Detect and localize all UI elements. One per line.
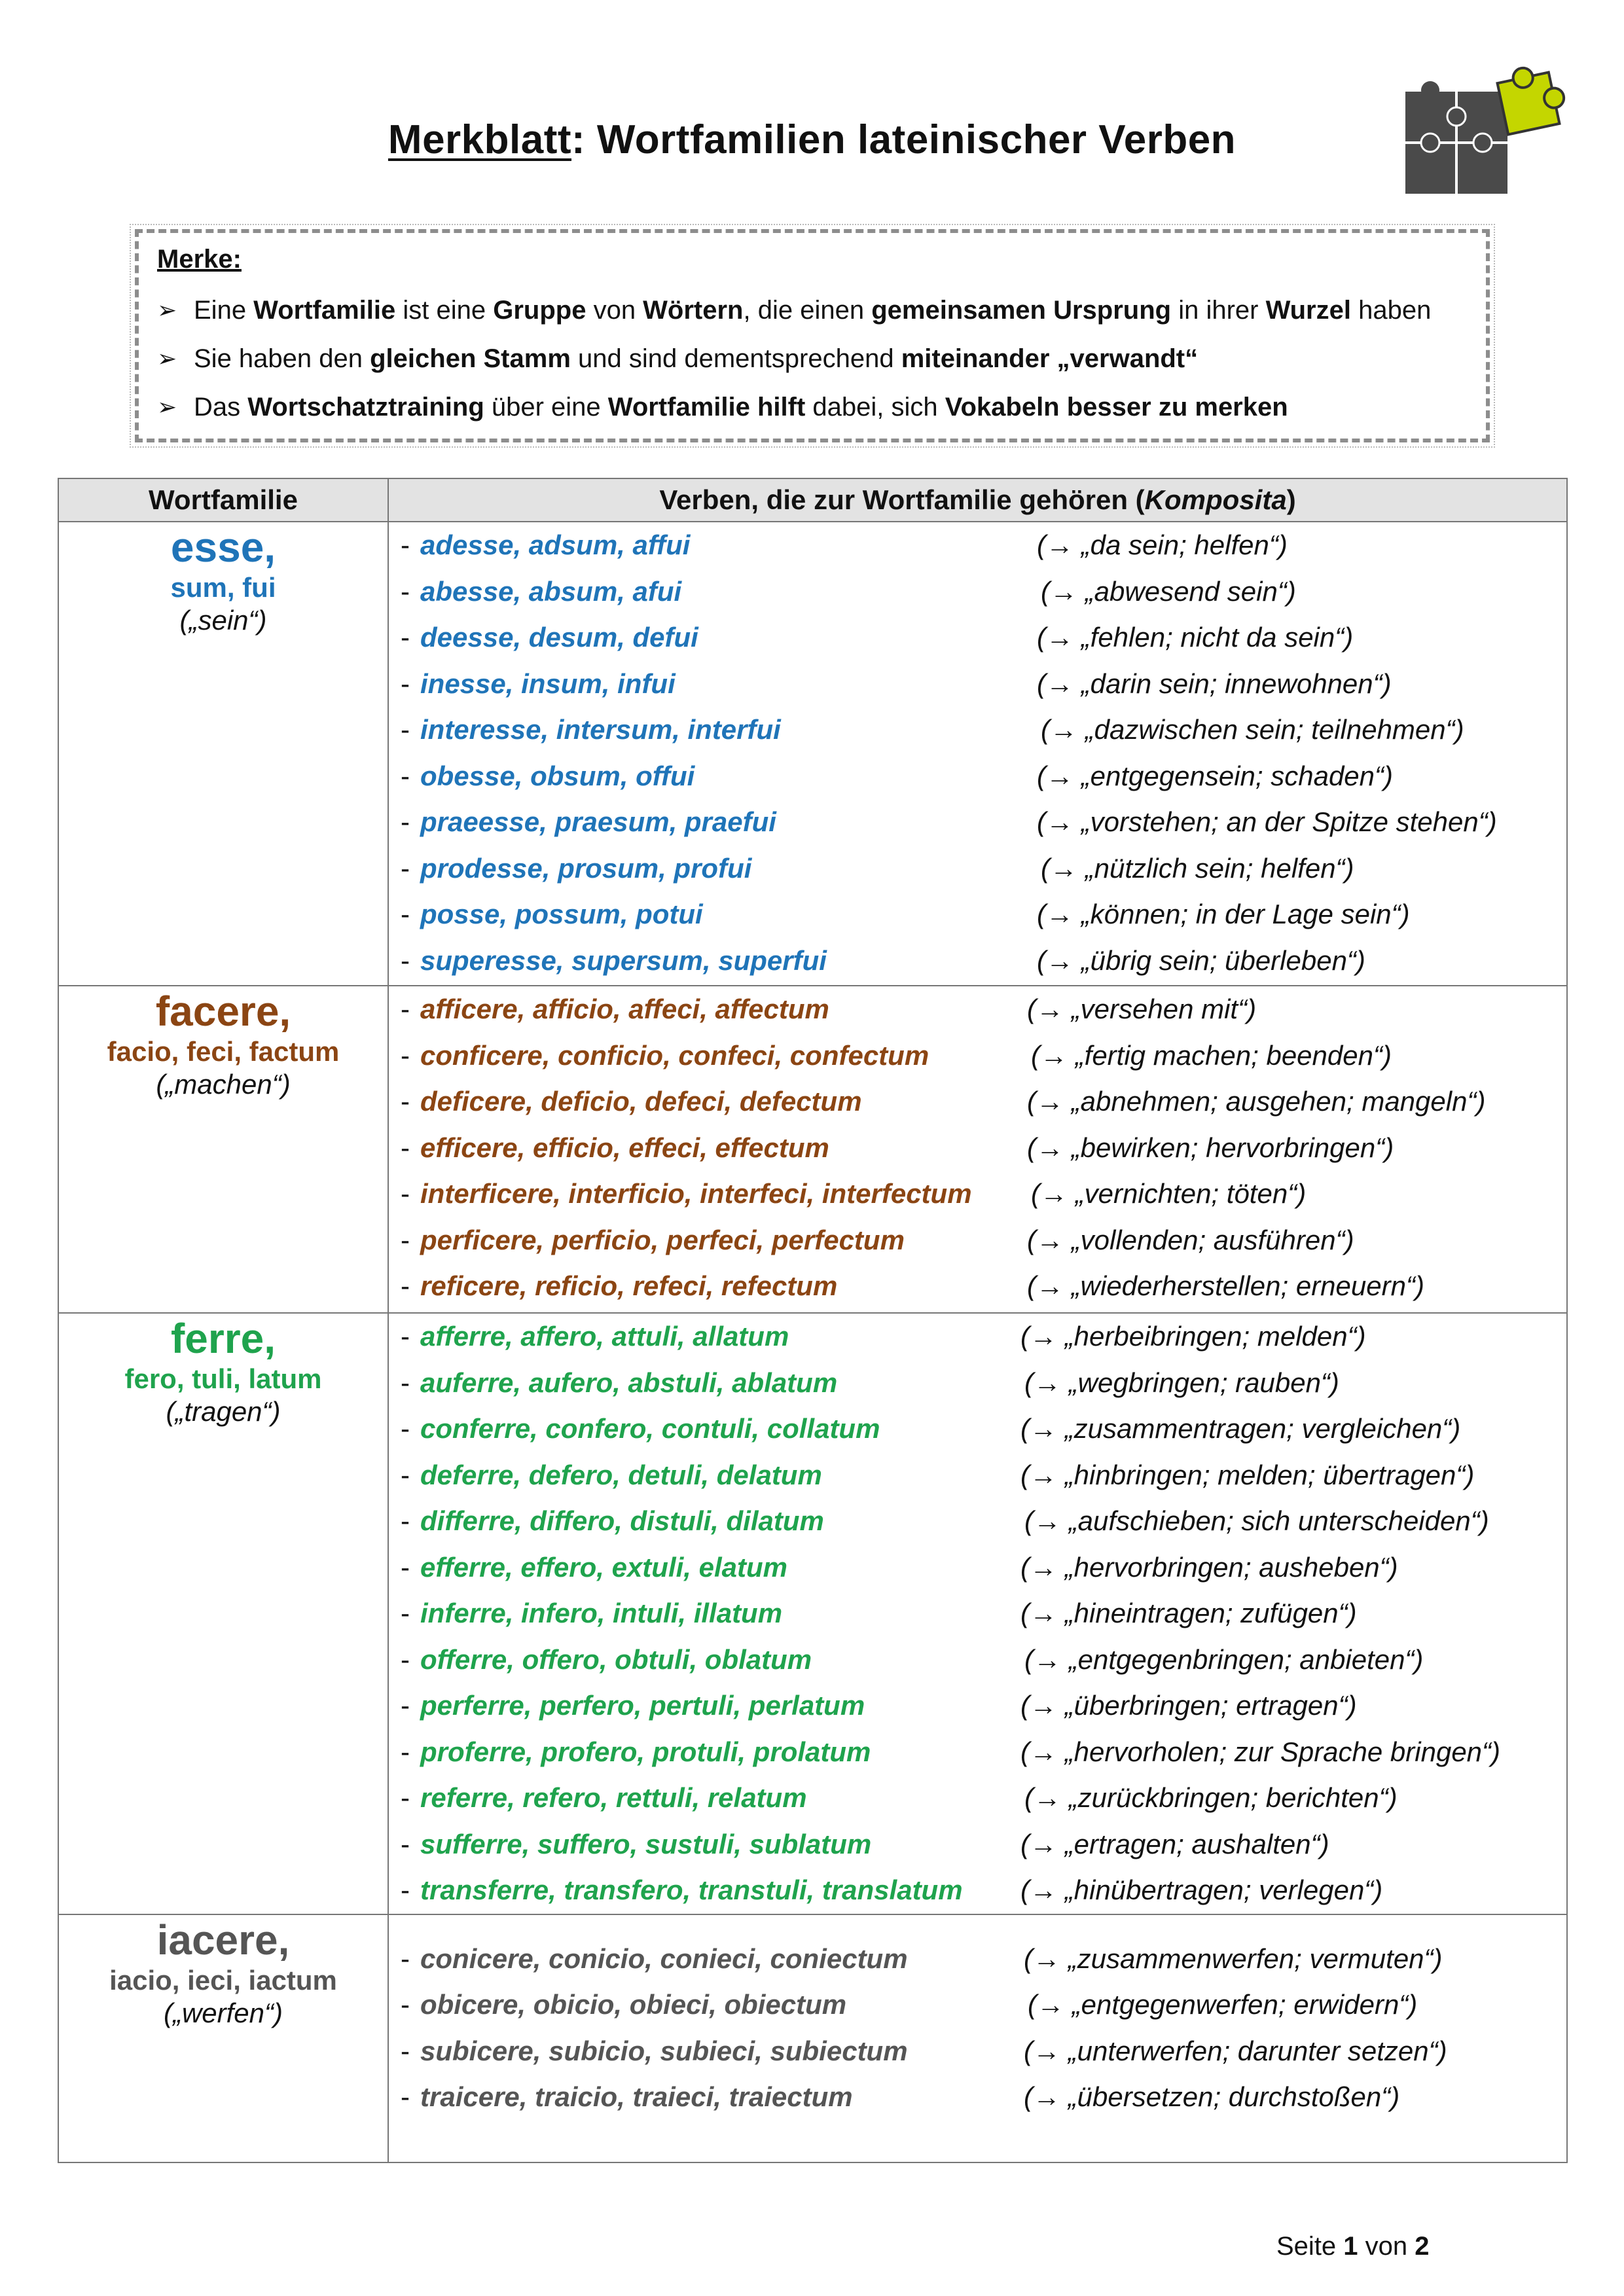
verbs-cell <box>388 1313 1567 1914</box>
verb-row: - traicere, traicio, traieci, traiectum (→ „übersetzen; durchstoßen“) <box>401 2081 1400 2113</box>
verb-latin: obesse, obsum, offui <box>420 760 695 791</box>
verb-row: - afferre, affero, attuli, allatum (→ „herbeibringen; melden“) <box>401 1321 1366 1352</box>
family-row <box>58 522 1567 986</box>
header-wortfamilie: Wortfamilie <box>58 478 388 522</box>
merke-bullet: ➢ Sie haben den gleichen Stamm und sind dementsprechend miteinander „verwandt“ <box>157 334 1468 383</box>
verb-row: - obesse, obsum, offui (→ „entgegensein; schaden“) <box>401 760 1393 791</box>
arrow-right-icon: → <box>1046 622 1074 653</box>
verb-row: - interesse, intersum, interfui (→ „dazwischen sein; teilnehmen“) <box>401 714 1464 745</box>
verb-row: - adesse, adsum, affui (→ „da sein; helfen“) <box>401 529 1288 561</box>
verb-latin: adesse, adsum, affui <box>420 529 691 561</box>
arrow-right-icon: → <box>1050 714 1077 745</box>
arrow-right-icon: → <box>1033 1943 1060 1974</box>
verbs-cell <box>388 986 1567 1313</box>
arrow-right-icon: → <box>1040 1178 1068 1210</box>
arrow-right-icon: → <box>1030 1551 1057 1583</box>
arrow-right-icon: → <box>1030 1459 1057 1490</box>
arrow-right-icon: → <box>1036 1224 1064 1255</box>
verb-meaning: (→ „aufschieben; sich unterscheiden“) <box>1024 1505 1489 1537</box>
verb-row: - inesse, insum, infui (→ „darin sein; innewohnen“) <box>401 668 1392 699</box>
verb-meaning: (→ „vollenden; ausführen“) <box>1027 1224 1354 1255</box>
verb-meaning: (→ „dazwischen sein; teilnehmen“) <box>1041 714 1464 745</box>
title-underlined: Merkblatt <box>388 117 572 162</box>
verb-row: - deferre, defero, detuli, delatum (→ „hinbringen; melden; übertragen“) <box>401 1459 1475 1490</box>
verb-meaning: (→ „abnehmen; ausgehen; mangeln“) <box>1027 1086 1486 1117</box>
merke-bullet: ➢ Das Wortschatztraining über eine Wortfamilie hilft dabei, sich Vokabeln besser zu merken <box>157 383 1468 431</box>
verb-meaning: (→ „darin sein; innewohnen“) <box>1037 668 1392 699</box>
verb-row: - sufferre, suffero, sustuli, sublatum (→ „ertragen; aushalten“) <box>401 1828 1329 1859</box>
verb-meaning: (→ „zusammenwerfen; vermuten“) <box>1024 1943 1443 1974</box>
verb-latin: praeesse, praesum, praefui <box>420 806 776 838</box>
family-infinitive: iacere, <box>156 1916 290 1964</box>
verb-row: - perferre, perfero, pertuli, perlatum (→ „überbringen; ertragen“) <box>401 1690 1357 1721</box>
verb-latin: conficere, conficio, confeci, confectum <box>420 1039 929 1071</box>
verb-meaning: (→ „abwesend sein“) <box>1041 575 1296 607</box>
merke-bullet: ➢ Eine Wortfamilie ist eine Gruppe von Wörtern, die einen gemeinsamen Ursprung in ihrer Wurzel haben <box>157 286 1468 334</box>
verb-row: - deficere, deficio, defeci, defectum (→ „abnehmen; ausgehen; mangeln“) <box>401 1086 1486 1117</box>
verbs-cell <box>388 522 1567 986</box>
arrowhead-bullet-icon: ➢ <box>157 296 177 323</box>
verb-meaning: (→ „vorstehen; an der Spitze stehen“) <box>1037 806 1497 838</box>
verb-row: - conferre, confero, contuli, collatum (→ „zusammentragen; vergleichen“) <box>401 1413 1461 1444</box>
arrow-right-icon: → <box>1030 1413 1057 1444</box>
verb-meaning: (→ „können; in der Lage sein“) <box>1037 899 1410 930</box>
verb-meaning: (→ „übrig sein; überleben“) <box>1037 944 1365 976</box>
verb-row: - superesse, supersum, superfui (→ „übrig sein; überleben“) <box>401 944 1365 976</box>
arrow-right-icon: → <box>1046 760 1074 791</box>
verb-latin: deferre, defero, detuli, delatum <box>420 1459 822 1490</box>
verb-latin: interesse, intersum, interfui <box>420 714 781 745</box>
verb-meaning: (→ „da sein; helfen“) <box>1037 529 1288 561</box>
arrow-right-icon: → <box>1034 1367 1061 1398</box>
verb-row: - transferre, transfero, transtuli, translatum (→ „hinübertragen; verlegen“) <box>401 1874 1383 1906</box>
arrow-right-icon: → <box>1046 944 1074 976</box>
family-infinitive: esse, <box>170 524 276 571</box>
verb-meaning: (→ „wegbringen; rauben“) <box>1024 1367 1339 1398</box>
verb-meaning: (→ „überbringen; ertragen“) <box>1020 1690 1357 1721</box>
family-meaning: („tragen“) <box>166 1396 281 1427</box>
arrow-right-icon: → <box>1036 994 1064 1025</box>
verb-row: - deesse, desum, defui (→ „fehlen; nicht da sein“) <box>401 622 1354 653</box>
verb-latin: sufferre, suffero, sustuli, sublatum <box>420 1828 872 1859</box>
arrow-right-icon: → <box>1030 1690 1057 1721</box>
table-header-row <box>58 478 1567 522</box>
family-forms: sum, fui <box>170 572 276 603</box>
family-meaning: („sein“) <box>179 605 267 636</box>
family-cell <box>58 1914 388 2162</box>
header-verben: Verben, die zur Wortfamilie gehören (Komposita) <box>388 478 1567 522</box>
verb-meaning: (→ „hervorholen; zur Sprache bringen“) <box>1020 1736 1501 1767</box>
verb-meaning: (→ „hinbringen; melden; übertragen“) <box>1020 1459 1475 1490</box>
verb-row: - posse, possum, potui (→ „können; in der Lage sein“) <box>401 899 1410 930</box>
family-infinitive: ferre, <box>170 1315 276 1362</box>
merke-heading: Merke: <box>157 245 242 274</box>
arrow-right-icon: → <box>1037 1989 1064 2020</box>
arrow-right-icon: → <box>1050 575 1077 607</box>
verb-latin: deficere, deficio, defeci, defectum <box>420 1086 862 1117</box>
verb-latin: proferre, profero, protuli, prolatum <box>420 1736 871 1767</box>
arrow-right-icon: → <box>1030 1321 1057 1352</box>
verb-latin: referre, refero, rettuli, relatum <box>420 1782 807 1814</box>
family-meaning: („werfen“) <box>163 1997 283 2028</box>
verb-row: - praeesse, praesum, praefui (→ „vorstehen; an der Spitze stehen“) <box>401 806 1497 838</box>
verb-meaning: (→ „vernichten; töten“) <box>1031 1178 1307 1210</box>
verbs-cell <box>388 1914 1567 2162</box>
verb-latin: interficere, interficio, interfeci, interfectum <box>420 1178 972 1210</box>
verb-row: - offerre, offero, obtuli, oblatum (→ „entgegenbringen; anbieten“) <box>401 1643 1424 1675</box>
verb-row: - reficere, reficio, refeci, refectum (→ „wiederherstellen; erneuern“) <box>401 1270 1424 1302</box>
verb-meaning: (→ „ertragen; aushalten“) <box>1020 1828 1329 1859</box>
puzzle-icon <box>1398 51 1574 208</box>
family-infinitive: facere, <box>155 988 291 1035</box>
arrow-right-icon: → <box>1034 1782 1061 1814</box>
verb-latin: subicere, subicio, subieci, subiectum <box>420 2035 908 2066</box>
verb-latin: perferre, perfero, pertuli, perlatum <box>420 1690 865 1721</box>
verb-meaning: (→ „übersetzen; durchstoßen“) <box>1024 2081 1400 2113</box>
verb-latin: efficere, efficio, effeci, effectum <box>420 1132 829 1163</box>
verb-meaning: (→ „zurückbringen; berichten“) <box>1024 1782 1398 1814</box>
verb-meaning: (→ „unterwerfen; darunter setzen“) <box>1024 2035 1447 2066</box>
verb-latin: deesse, desum, defui <box>420 622 698 653</box>
verb-latin: efferre, effero, extuli, elatum <box>420 1551 787 1583</box>
verb-latin: traicere, traicio, traieci, traiectum <box>420 2081 853 2113</box>
verb-row: - conicere, conicio, conieci, coniectum (→ „zusammenwerfen; vermuten“) <box>401 1943 1443 1974</box>
verb-row: - perficere, perficio, perfeci, perfectum (→ „vollenden; ausführen“) <box>401 1224 1354 1255</box>
merke-bullet-list <box>157 286 1468 431</box>
arrowhead-bullet-icon: ➢ <box>157 393 177 420</box>
verb-meaning: (→ „nützlich sein; helfen“) <box>1041 852 1354 884</box>
verb-latin: reficere, reficio, refeci, refectum <box>420 1270 838 1302</box>
verb-latin: posse, possum, potui <box>420 899 703 930</box>
arrow-right-icon: → <box>1046 529 1074 561</box>
verb-latin: obicere, obicio, obieci, obiectum <box>420 1989 847 2020</box>
verb-latin: conferre, confero, contuli, collatum <box>420 1413 880 1444</box>
arrow-right-icon: → <box>1030 1874 1057 1906</box>
arrow-right-icon: → <box>1046 899 1074 930</box>
verb-latin: abesse, absum, afui <box>420 575 682 607</box>
verb-row: - referre, refero, rettuli, relatum (→ „zurückbringen; berichten“) <box>401 1782 1398 1814</box>
family-forms: iacio, ieci, iactum <box>109 1964 337 1996</box>
family-meaning: („machen“) <box>156 1069 291 1100</box>
verb-latin: transferre, transfero, transtuli, translatum <box>420 1874 963 1906</box>
family-row <box>58 1313 1567 1914</box>
arrow-right-icon: → <box>1030 1598 1057 1629</box>
verb-meaning: (→ „fehlen; nicht da sein“) <box>1037 622 1354 653</box>
verb-latin: prodesse, prosum, profui <box>420 852 752 884</box>
arrow-right-icon: → <box>1046 668 1074 699</box>
verb-meaning: (→ „hervorbringen; ausheben“) <box>1020 1551 1398 1583</box>
arrow-right-icon: → <box>1036 1132 1064 1163</box>
verb-latin: perficere, perficio, perfeci, perfectum <box>420 1224 905 1255</box>
arrow-right-icon: → <box>1050 852 1077 884</box>
verb-row: - interficere, interficio, interfeci, interfectum (→ „vernichten; töten“) <box>401 1178 1307 1210</box>
verb-row: - conficere, conficio, confeci, confectum (→ „fertig machen; beenden“) <box>401 1039 1392 1071</box>
verb-latin: offerre, offero, obtuli, oblatum <box>420 1643 812 1675</box>
verb-row: - efferre, effero, extuli, elatum (→ „hervorbringen; ausheben“) <box>401 1551 1398 1583</box>
arrow-right-icon: → <box>1036 1086 1064 1117</box>
family-cell <box>58 522 388 986</box>
arrow-right-icon: → <box>1030 1828 1057 1859</box>
verb-latin: inesse, insum, infui <box>420 668 676 699</box>
verb-row: - auferre, aufero, abstuli, ablatum (→ „wegbringen; rauben“) <box>401 1367 1339 1398</box>
family-forms: fero, tuli, latum <box>124 1363 322 1394</box>
verb-meaning: (→ „bewirken; hervorbringen“) <box>1027 1132 1394 1163</box>
verb-row: - prodesse, prosum, profui (→ „nützlich sein; helfen“) <box>401 852 1354 884</box>
arrow-right-icon: → <box>1030 1736 1057 1767</box>
family-cell <box>58 1313 388 1914</box>
verb-latin: auferre, aufero, abstuli, ablatum <box>420 1367 838 1398</box>
verb-latin: inferre, infero, intuli, illatum <box>420 1598 783 1629</box>
arrow-right-icon: → <box>1033 2035 1060 2066</box>
page-number: Seite 1 von 2 <box>1276 2232 1430 2261</box>
verb-row: - proferre, profero, protuli, prolatum (→ „hervorholen; zur Sprache bringen“) <box>401 1736 1501 1767</box>
arrow-right-icon: → <box>1040 1039 1068 1071</box>
verb-latin: afficere, afficio, affeci, affectum <box>420 994 829 1025</box>
verb-row: - afficere, afficio, affeci, affectum (→ „versehen mit“) <box>401 994 1257 1025</box>
verb-meaning: (→ „hineintragen; zufügen“) <box>1020 1598 1357 1629</box>
verb-meaning: (→ „fertig machen; beenden“) <box>1031 1039 1392 1071</box>
verb-meaning: (→ „entgegenwerfen; erwidern“) <box>1028 1989 1418 2020</box>
family-cell <box>58 986 388 1313</box>
title-rest: : Wortfamilien lateinischer Verben <box>571 117 1236 162</box>
arrow-right-icon: → <box>1036 1270 1064 1302</box>
verb-row: - inferre, infero, intuli, illatum (→ „hineintragen; zufügen“) <box>401 1598 1357 1629</box>
verb-latin: afferre, affero, attuli, allatum <box>420 1321 789 1352</box>
verb-row: - subicere, subicio, subieci, subiectum (→ „unterwerfen; darunter setzen“) <box>401 2035 1447 2066</box>
word-family-table <box>58 478 1568 2163</box>
arrow-right-icon: → <box>1034 1643 1061 1675</box>
merke-box <box>135 229 1490 442</box>
verb-meaning: (→ „entgegenbringen; anbieten“) <box>1024 1643 1424 1675</box>
arrow-right-icon: → <box>1033 2081 1060 2113</box>
verb-meaning: (→ „herbeibringen; melden“) <box>1020 1321 1366 1352</box>
verb-latin: conicere, conicio, conieci, coniectum <box>420 1943 908 1974</box>
verb-meaning: (→ „entgegensein; schaden“) <box>1037 760 1393 791</box>
verb-meaning: (→ „wiederherstellen; erneuern“) <box>1027 1270 1424 1302</box>
family-row <box>58 986 1567 1313</box>
family-forms: facio, feci, factum <box>107 1036 340 1067</box>
arrow-right-icon: → <box>1034 1505 1061 1537</box>
verb-row: - efficere, efficio, effeci, effectum (→ „bewirken; hervorbringen“) <box>401 1132 1394 1163</box>
verb-meaning: (→ „hinübertragen; verlegen“) <box>1020 1874 1383 1906</box>
family-row <box>58 1914 1567 2162</box>
arrow-right-icon: → <box>1046 806 1074 838</box>
verb-meaning: (→ „zusammentragen; vergleichen“) <box>1020 1413 1461 1444</box>
verb-row: - differre, differo, distuli, dilatum (→ „aufschieben; sich unterscheiden“) <box>401 1505 1489 1537</box>
page-title <box>0 117 1624 163</box>
verb-row: - abesse, absum, afui (→ „abwesend sein“) <box>401 575 1296 607</box>
verb-latin: differre, differo, distuli, dilatum <box>420 1505 824 1537</box>
verb-row: - obicere, obicio, obieci, obiectum (→ „entgegenwerfen; erwidern“) <box>401 1989 1418 2020</box>
verb-latin: superesse, supersum, superfui <box>420 944 827 976</box>
arrowhead-bullet-icon: ➢ <box>157 345 177 372</box>
verb-meaning: (→ „versehen mit“) <box>1027 994 1257 1025</box>
